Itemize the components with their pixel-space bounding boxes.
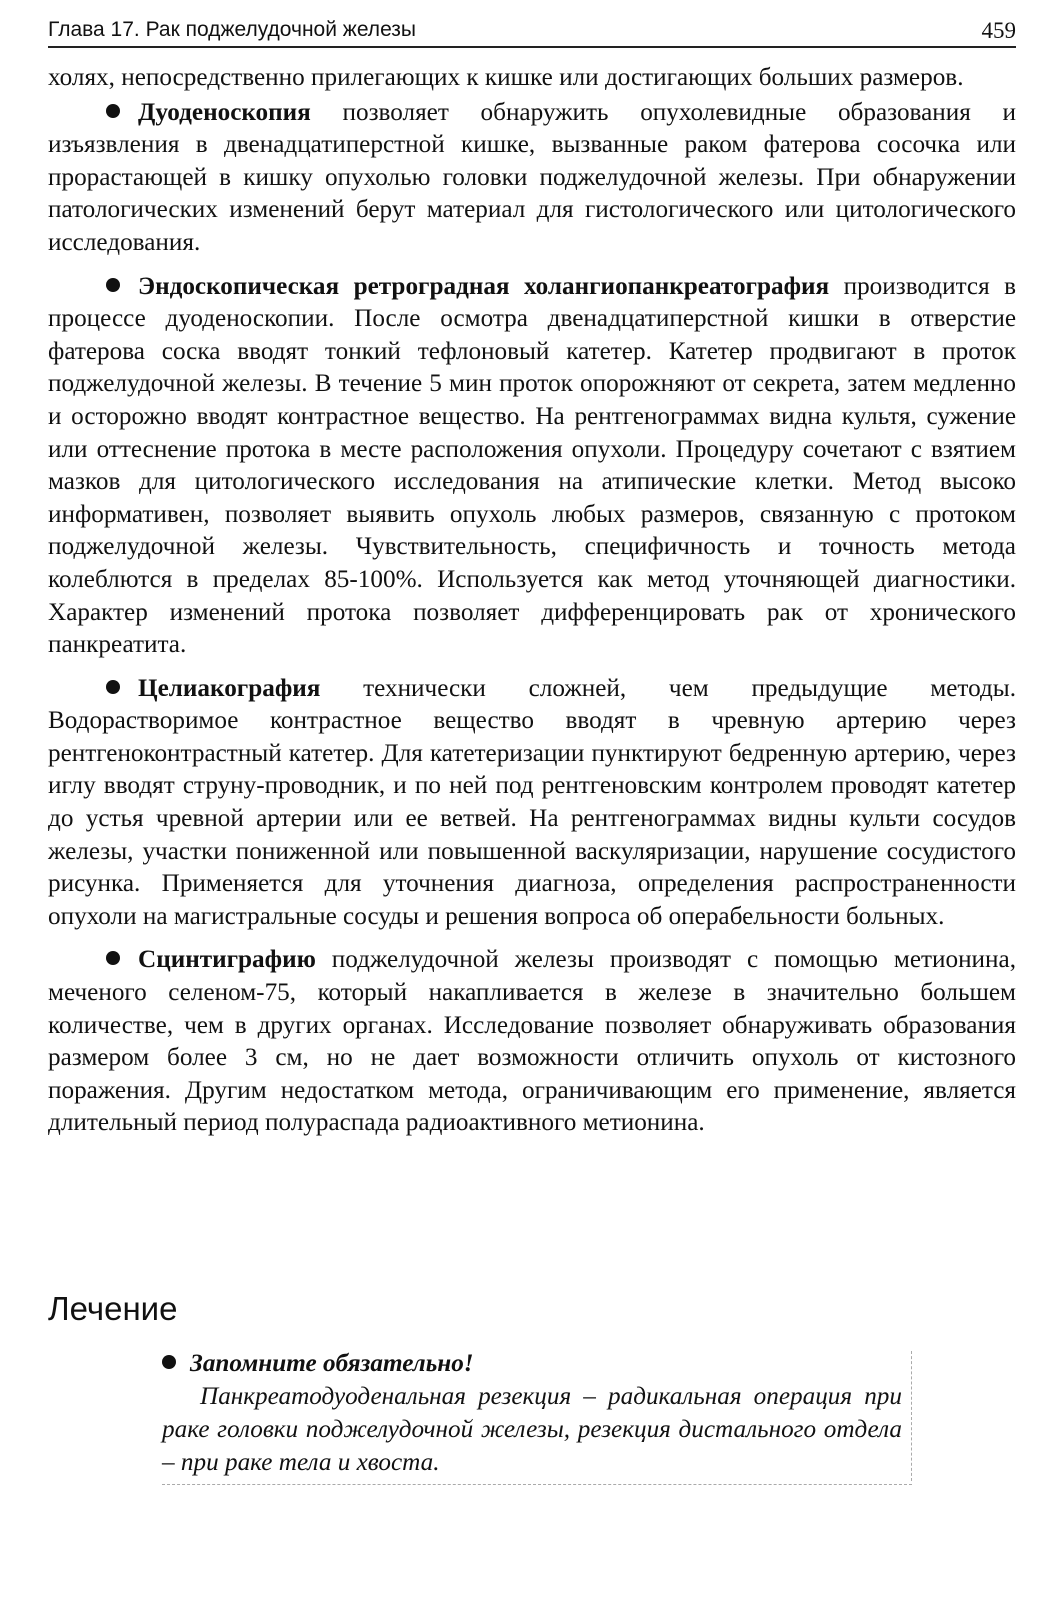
item-text: позволяет обнаружить опухолевидные образования и изъязвления в двенадцатиперстной кишке, вызванные раком фатерова сосочка или прорастающей в кишку опухолью головки поджелудочной железы. При обнаружении патологических изменений берут материал для гистологического или цитологического исследования. bbox=[48, 98, 1016, 256]
bullet-icon bbox=[106, 104, 120, 118]
bullet-icon bbox=[162, 1355, 176, 1369]
intro-paragraph: холях, непосредственно прилегающих к кишке или достигающих больших размеров. bbox=[48, 64, 964, 91]
list-item-celiacography bbox=[48, 673, 1016, 934]
bullet-icon bbox=[106, 951, 120, 965]
section-heading: Лечение bbox=[48, 1290, 178, 1327]
bullet-icon bbox=[106, 680, 120, 694]
note-text: Панкреатодуоденальная резекция – радикальная операция при раке головки поджелудочной железы, резекция дистального отдела – при раке тела и хвоста. bbox=[162, 1383, 902, 1476]
main-text bbox=[48, 62, 1016, 1140]
term: Дуоденоскопия bbox=[138, 98, 311, 126]
list-item-ercp bbox=[48, 271, 1016, 662]
term: Целиакография bbox=[138, 674, 321, 702]
term: Сцинтиграфию bbox=[138, 946, 316, 974]
page-number: 459 bbox=[981, 18, 1016, 43]
chapter-title: Глава 17. Рак поджелудочной железы bbox=[48, 18, 417, 41]
bullet-icon bbox=[106, 278, 120, 292]
note-heading bbox=[162, 1347, 902, 1380]
item-text: поджелудочной железы производят с помощью метионина, меченого селеном-75, который накапливается в железе в значительно большем количестве, чем в других органах. Исследование позволяет обнаруживать образования размером более 3 см, но не дает возможности отличить опухоль от кистозного поражения. Другим недостатком метода, ограничивающим его применение, является длительный период полураспада радиоактивного метионина. bbox=[48, 946, 1016, 1137]
note-heading-text: Запомните обязательно! bbox=[190, 1350, 474, 1377]
item-text: производится в процессе дуоденоскопии. После осмотра двенадцатиперстной кишки в отверстие фатерова соска вводят тонкий тефлоновый катетер. Катетер продвигают в проток поджелудочной железы. В течение 5 мин проток опорожняют от секрета, затем медленно и осторожно вводят контрастное вещество. На рентгенограммах видна культя, сужение или оттеснение протока в месте расположения опухоли. Процедуру сочетают с взятием мазков для цитологического исследования на атипические клетки. Метод высоко информативен, позволяет выявить опухоль любых размеров, связанную с протоком поджелудочной железы. Чувствительность, специфичность и точность метода колеблются в пределах 85-100%. Используется как метод уточняющей диагностики. Характер изменений протока позволяет дифференцировать рак от хронического панкреатита. bbox=[48, 272, 1016, 659]
term: Эндоскопическая ретроградная холангиопанкреатография bbox=[138, 272, 830, 300]
running-header bbox=[48, 16, 1016, 48]
item-text: технически сложней, чем предыдущие методы. Водорастворимое контрастное вещество вводят в чревную артерию через рентгеноконтрастный катетер. Для катетеризации пунктируют бедренную артерию, через иглу вводят струну-проводник, и по ней под рентгеновским контролем проводят катетер до устья чревной артерии или ее ветвей. На рентгенограммах видны культи сосудов железы, участки пониженной или повышенной васкуляризации, нарушение сосудистого рисунка. Применяется для уточнения диагноза, определения распространенности опухоли на магистральные сосуды и решения вопроса об операбельности больных. bbox=[48, 674, 1016, 930]
note-frame-bottom bbox=[162, 1484, 912, 1485]
note-frame-edge bbox=[911, 1351, 912, 1481]
list-item-duodenoscopy bbox=[48, 97, 1016, 260]
list-item-scintigraphy bbox=[48, 944, 1016, 1140]
remember-note bbox=[162, 1347, 902, 1479]
